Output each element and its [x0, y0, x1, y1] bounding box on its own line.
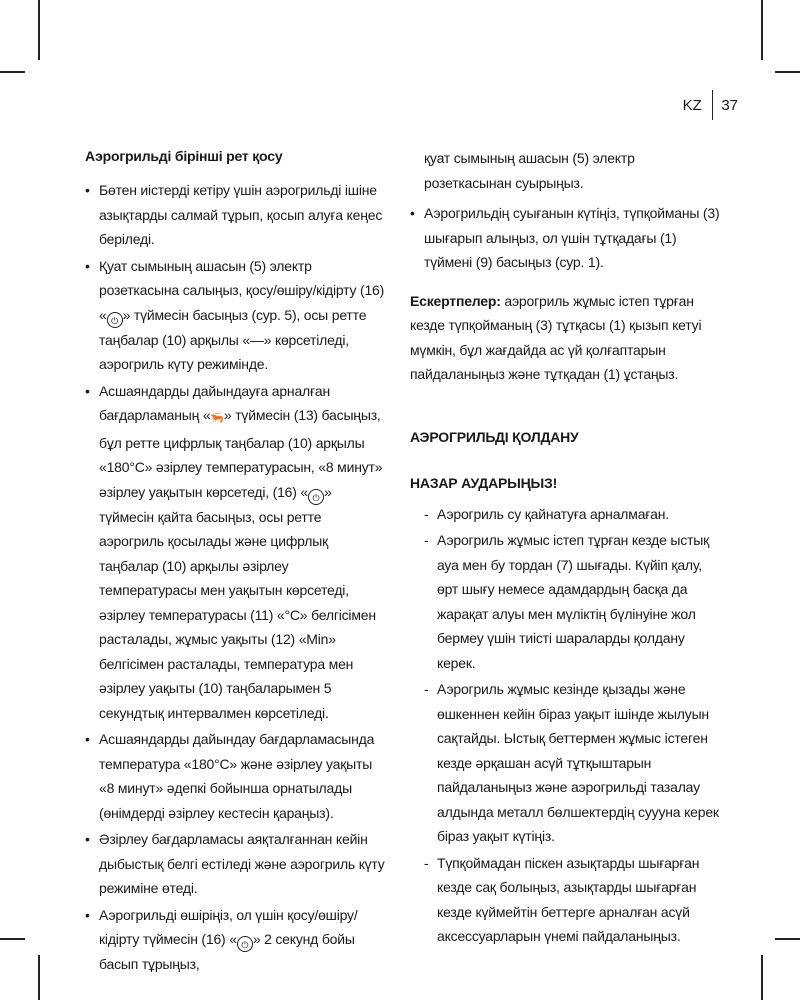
list-item: - Түпқоймадан піскен азықтарды шығарған кезде сақ болыңыз, азықтарды шығарған кезде күймейтін беттерге арналған асүй аксессуарларын үнемі пайдаланыңыз. [410, 851, 720, 949]
list-item: • Қуат сымының ашасын (5) электр розеткасына салыңыз, қосу/өшіру/кідірту (16) « ⏻ » түймесін басыңыз (сур. 5), осы ретте таңбалар (10) арқылы «—» көрсетіледі, аэрогриль күту режимінде. [85, 254, 387, 377]
power-icon: ⏻ [107, 312, 123, 328]
section-heading-usage: АЭРОГРИЛЬДІ ҚОЛДАНУ [410, 428, 579, 445]
section-heading-first-use: Аэрогрильді бірінші рет қосу [85, 148, 283, 164]
list-item: - Аэрогриль су қайнатуға арналмаған. [410, 502, 720, 527]
language-code: KZ [682, 96, 702, 114]
power-icon: ⏻ [308, 489, 324, 505]
header-divider [712, 90, 714, 120]
warning-list [410, 502, 720, 949]
right-column [410, 146, 720, 951]
left-column [85, 146, 387, 979]
cool-down-list [410, 201, 720, 275]
shrimp-program-icon: 🦐 [210, 412, 224, 424]
note [410, 289, 720, 387]
list-item: • Аэрогрильді өшіріңіз, ол үшін қосу/өшіру/кідірту түймесін (16) « ⏻ » 2 секунд бойы басып тұрыңыз, [85, 903, 387, 977]
page-header [683, 90, 738, 120]
list-item: • Асшаяндарды дайындауға арналған бағдарламаның «🦐» түймесін (13) басыңыз, бұл ретте цифрлық таңбалар (10) арқылы «180°C» әзірлеу температурасын, «8 минут» әзірлеу уақытын көрсетеді, (16) « ⏻ » түймесін қайта басыңыз, осы ретте аэрогриль қосылады және цифрлық таңбалар (10) арқылы әзірлеу температурасы мен уақытын көрсетеді, әзірлеу температурасы (11) «°C» белгісімен расталады, жұмыс уақыты (12) «Min» белгісімен расталады, температура мен әзірлеу уақыты (10) таңбаларымен 5 секундтық интервалмен көрсетіледі. [85, 379, 387, 726]
page-number: 37 [721, 96, 738, 114]
list-item: - Аэрогриль жұмыс кезінде қызады және өшкеннен кейін біраз уақыт ішінде жылуын сақтайды. Ыстық беттермен жұмыс істеген кезде әрқашан асүй тұтқыштарын пайдаланыңыз және аэрогрильді тазалау алдында металл бөлшектердің суууна керек біраз уақыт күтіңіз. [410, 677, 720, 849]
first-use-list [85, 178, 387, 977]
crop-mark [0, 938, 25, 940]
crop-mark [775, 938, 800, 940]
note-label: Ескертпелер: [410, 292, 501, 309]
crop-mark [38, 955, 40, 1000]
note-text: аэрогриль жұмыс істеп тұрған кезде түпқойманың (3) тұтқасы (1) қызып кетуі мүмкін, бұл жағдайда ас үй қолғаптарын пайдаланыңыз және тұтқадан (1) ұстаңыз. [410, 292, 702, 382]
crop-mark [38, 0, 40, 60]
list-item: • Аэрогрильдің суығанын күтіңіз, түпқойманы (3) шығарып алыңыз, ол үшін тұтқадағы (1) түймені (9) басыңыз (сур. 1). [410, 201, 720, 275]
power-icon: ⏻ [237, 936, 253, 952]
list-item: • Бөтен иістерді кетіру үшін аэрогрильді ішіне азықтарды салмай тұрып, қосып алуға кеңес беріледі. [85, 178, 387, 252]
warning-heading: НАЗАР АУДАРЫҢЫЗ! [410, 475, 558, 491]
list-item: • Әзірлеу бағдарламасы аяқталғаннан кейін дыбыстық белгі естіледі және аэрогриль күту режиміне өтеді. [85, 827, 387, 901]
list-item: • Асшаяндарды дайындау бағдарламасында температура «180°C» және әзірлеу уақыты «8 минут» әдепкі бойынша орнатылады (өнімдерді әзірлеу кестесін қараңыз). [85, 727, 387, 825]
crop-mark [775, 71, 800, 73]
crop-mark [761, 955, 763, 1000]
crop-mark [761, 0, 763, 60]
continued-text: қуат сымының ашасын (5) электр розеткасынан суырыңыз. [424, 150, 635, 191]
crop-mark [0, 71, 25, 73]
list-item: - Аэрогриль жұмыс істеп тұрған кезде ыстық ауа мен бу тордан (7) шығады. Күйіп қалу, өрт шығу немесе адамдардың басқа да жарақат алуы мен мүліктің бүлінуіне жол бермеу үшін тиісті шараларды қолдану керек. [410, 528, 720, 675]
